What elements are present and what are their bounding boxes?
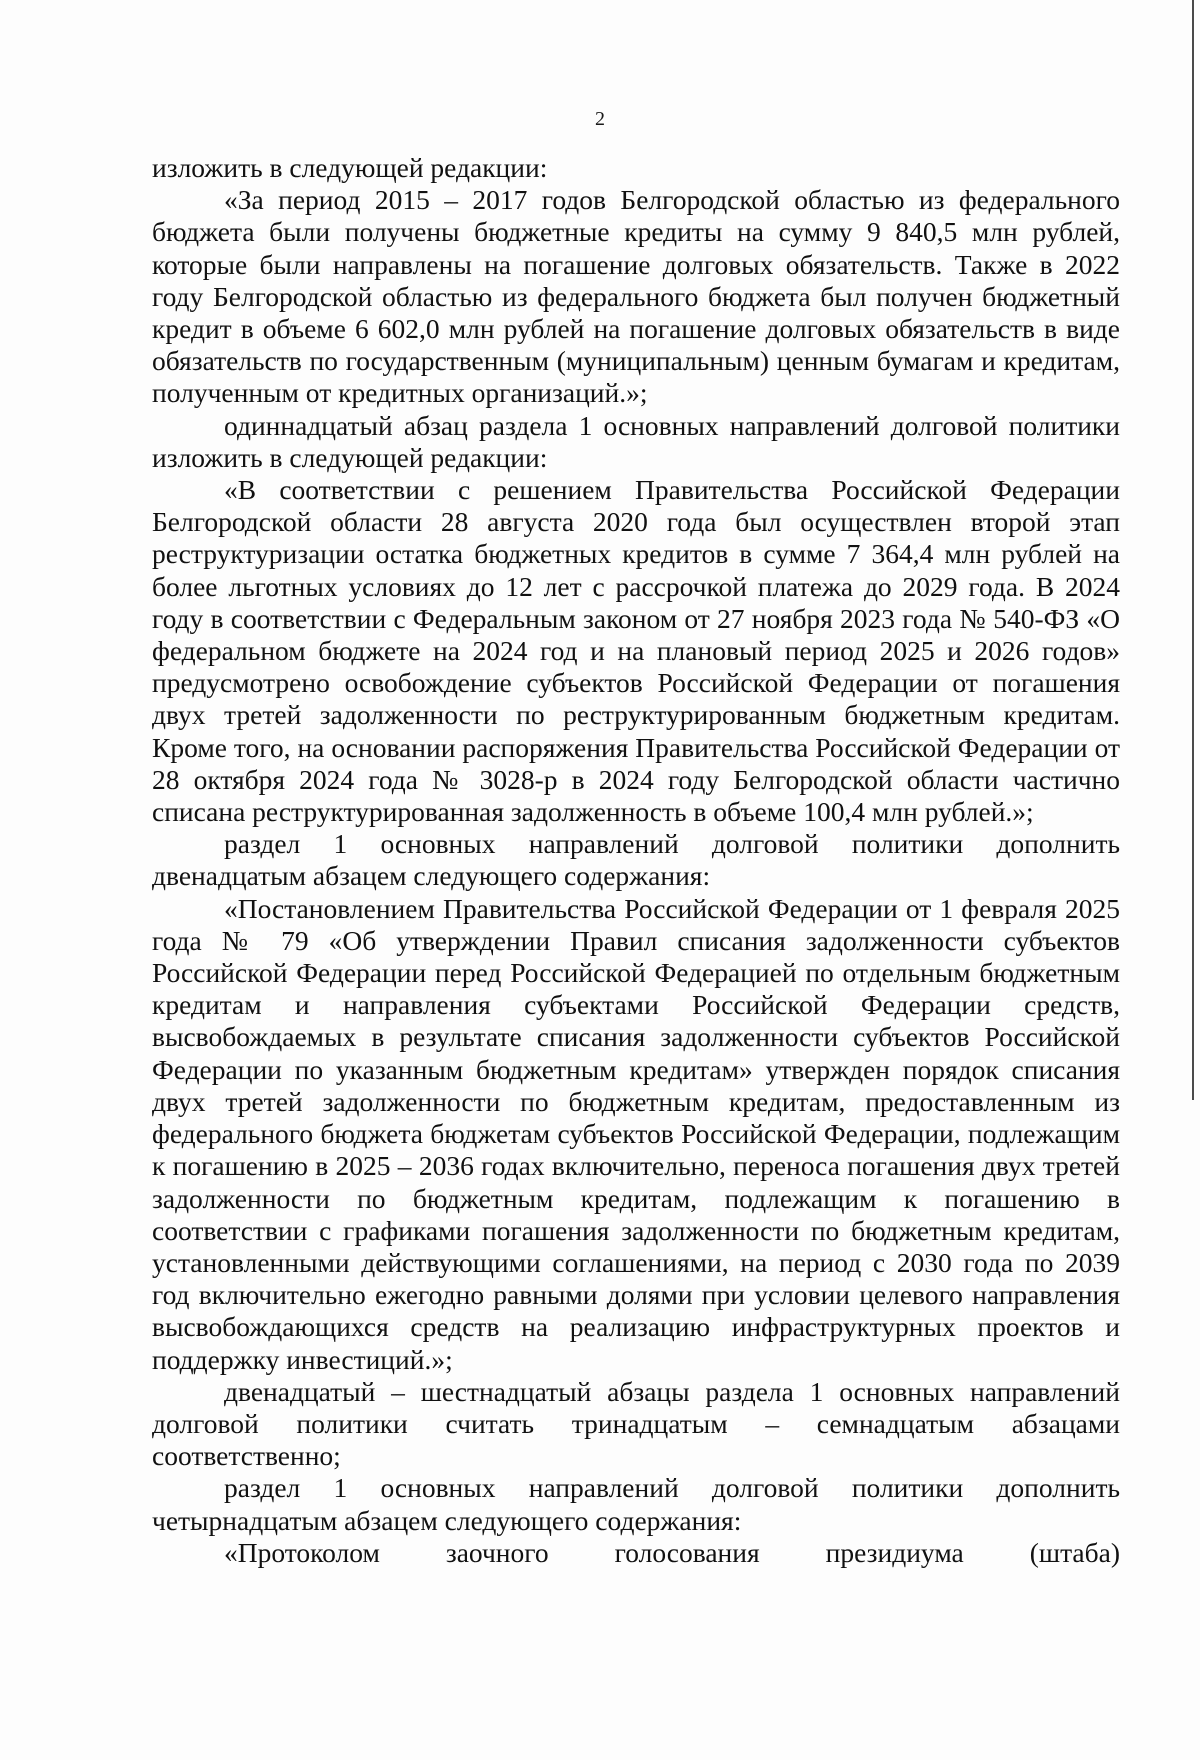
paragraph-eleventh-abzac-instruction: одиннадцатый абзац раздела 1 основных направлений долговой политики изложить в следующей редакции:	[152, 409, 1120, 473]
paragraph-twelfth-abzac-instruction: раздел 1 основных направлений долговой политики дополнить двенадцатым абзацем следующего содержания:	[152, 828, 1120, 892]
paragraph-continuation: изложить в следующей редакции:	[152, 152, 548, 183]
document-body	[152, 152, 1120, 1569]
paragraph-renumbering-instruction: двенадцатый – шестнадцатый абзацы раздела 1 основных направлений долговой политики считать тринадцатым – семнадцатым абзацами соответственно;	[152, 1375, 1120, 1472]
paragraph-quote-budget-credits: «За период 2015 – 2017 годов Белгородской областью из федерального бюджета были получены бюджетные кредиты на сумму 9 840,5 млн рублей, которые были направлены на погашение долговых обязательств. Также в 2022 году Белгородской областью из федерального бюджета был получен бюджетный кредит в объеме 6 602,0 млн рублей на погашение долговых обязательств в виде обязательств по государственным (муниципальным) ценным бумагам и кредитам, полученным от кредитных организаций.»;	[152, 184, 1120, 409]
scan-edge-line	[1192, 0, 1194, 1100]
paragraph-quote-restructuring: «В соответствии с решением Правительства Российской Федерации Белгородской области 28 августа 2020 года был осуществлен второй этап реструктуризации остатка бюджетных кредитов в сумме 7 364,4 млн рублей на более льготных условиях до 12 лет с рассрочкой платежа до 2029 года. В 2024 году в соответствии с Федеральным законом от 27 ноября 2023 года № 540-ФЗ «О федеральном бюджете на 2024 год и на плановый период 2025 и 2026 годов» предусмотрено освобождение субъектов Российской Федерации от погашения двух третей задолженности по реструктурированным бюджетным кредитам. Кроме того, на основании распоряжения Правительства Российской Федерации от 28 октября 2024 года № 3028-р в 2024 году Белгородской области частично списана реструктурированная задолженность в объеме 100,4 млн рублей.»;	[152, 474, 1120, 828]
paragraph-fourteenth-abzac-instruction: раздел 1 основных направлений долговой политики дополнить четырнадцатым абзацем следующего содержания:	[152, 1472, 1120, 1536]
page-number: 2	[595, 108, 605, 130]
paragraph-quote-resolution-79: «Постановлением Правительства Российской Федерации от 1 февраля 2025 года № 79 «Об утверждении Правил списания задолженности субъектов Российской Федерации перед Российской Федерацией по отдельным бюджетным кредитам и направления субъектами Российской Федерации средств, высвобождаемых в результате списания задолженности субъектов Российской Федерации по указанным бюджетным кредитам» утвержден порядок списания двух третей задолженности по бюджетным кредитам, предоставленным из федерального бюджета бюджетам субъектов Российской Федерации, подлежащим к погашению в 2025 – 2036 годах включительно, переноса погашения двух третей задолженности по бюджетным кредитам, подлежащим к погашению в соответствии с графиками погашения задолженности по бюджетным кредитам, установленными действующими соглашениями, на период с 2030 года по 2039 год включительно ежегодно равными долями при условии целевого направления высвобождающихся средств на реализацию инфраструктурных проектов и поддержку инвестиций.»;	[152, 892, 1120, 1375]
paragraph-quote-protocol: «Протоколом заочного голосования президиума (штаба)	[224, 1536, 1120, 1568]
